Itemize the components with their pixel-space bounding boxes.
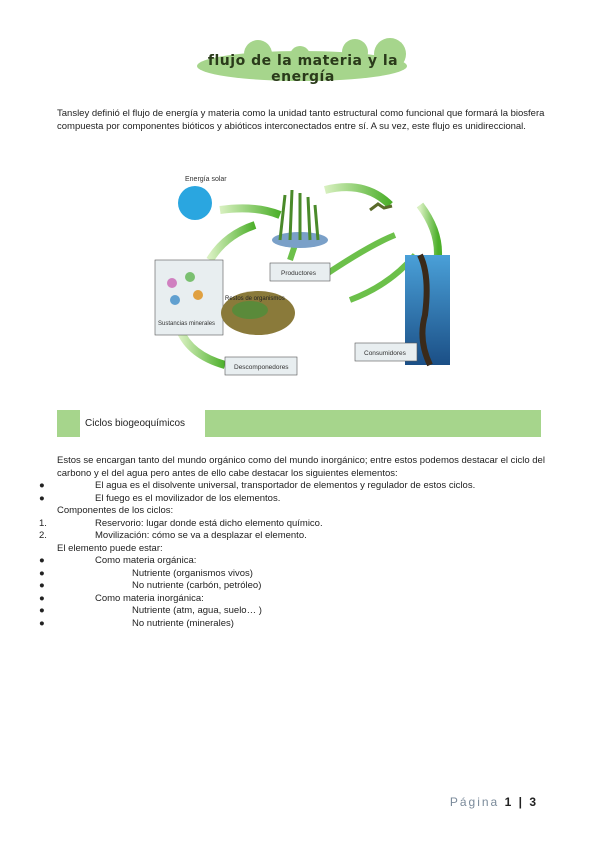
section-square [57, 410, 80, 437]
body-text [39, 455, 547, 630]
intro-paragraph: Tansley definió el flujo de energía y materia como la unidad tanto estructural como funcional que formará la biosfera compuesta por componentes bióticos y abióticos interconectados entre sí. A su vez, este flujo es unidireccional. [57, 108, 545, 132]
footer-label: Página [449, 795, 500, 809]
cycles-paragraph: Estos se encargan tanto del mundo orgánico como del mundo inorgánico; entre estos podemos destacar el ciclo del carbono y el del agua pero antes de ello cabe destacar los siguientes elementos: [57, 455, 545, 479]
label-energia-solar: Energía solar [185, 176, 227, 183]
list-item: ● No nutriente (carbón, petróleo) [39, 580, 262, 591]
box-sustancias-minerales [155, 260, 223, 335]
label-restos: Restos de organismos [225, 296, 285, 302]
box-productores [270, 263, 330, 281]
plants-illustration [272, 190, 328, 248]
footer-current-page: 1 [504, 795, 514, 809]
label-descomponedores: Descomponedores [234, 364, 289, 371]
list-item: ● No nutriente (minerales) [39, 617, 234, 629]
section-title: Ciclos biogeoquímicos [85, 418, 186, 429]
footer-total-pages: 3 [529, 795, 538, 809]
section-bar-fill [205, 410, 541, 437]
title-banner [190, 36, 415, 86]
page-footer [450, 795, 538, 809]
list-item: ● El fuego es el movilizador de los elementos. [39, 492, 281, 504]
footer-separator: | [518, 795, 524, 809]
arrow-plants-to-consumers [325, 187, 390, 205]
list-item: ● Nutriente (atm, agua, suelo… ) [39, 605, 262, 616]
arrow-minerals-to-plants [210, 225, 255, 260]
list-item: ● El agua es el disolvente universal, transportador de elementos y regulador de estos ciclos. [39, 480, 476, 491]
section-header [57, 410, 541, 437]
box-consumidores [355, 343, 417, 361]
list-item: 2. Movilización: cómo se va a desplazar el elemento. [39, 530, 307, 541]
list-item: ● Como materia orgánica: [39, 555, 197, 566]
element-label: El elemento puede estar: [57, 542, 163, 554]
arrow-sun-to-plants [220, 208, 280, 215]
energy-flow-diagram [150, 165, 450, 395]
list-item: 1. Reservorio: lugar donde está dicho elemento químico. [39, 517, 323, 529]
label-sustancias-minerales: Sustancias minerales [158, 321, 216, 327]
restos-illustration [221, 291, 295, 335]
sun-icon [178, 186, 212, 220]
list-item: ● Como materia inorgánica: [39, 592, 204, 604]
label-productores: Productores [281, 270, 317, 277]
box-descomponedores [225, 357, 297, 375]
components-label: Componentes de los ciclos: [57, 505, 174, 516]
page-title: flujo de la materia y la energía [207, 53, 399, 85]
arrow-restos-left [325, 235, 395, 275]
list-item: ● Nutriente (organismos vivos) [39, 567, 253, 579]
label-consumidores: Consumidores [364, 350, 406, 357]
